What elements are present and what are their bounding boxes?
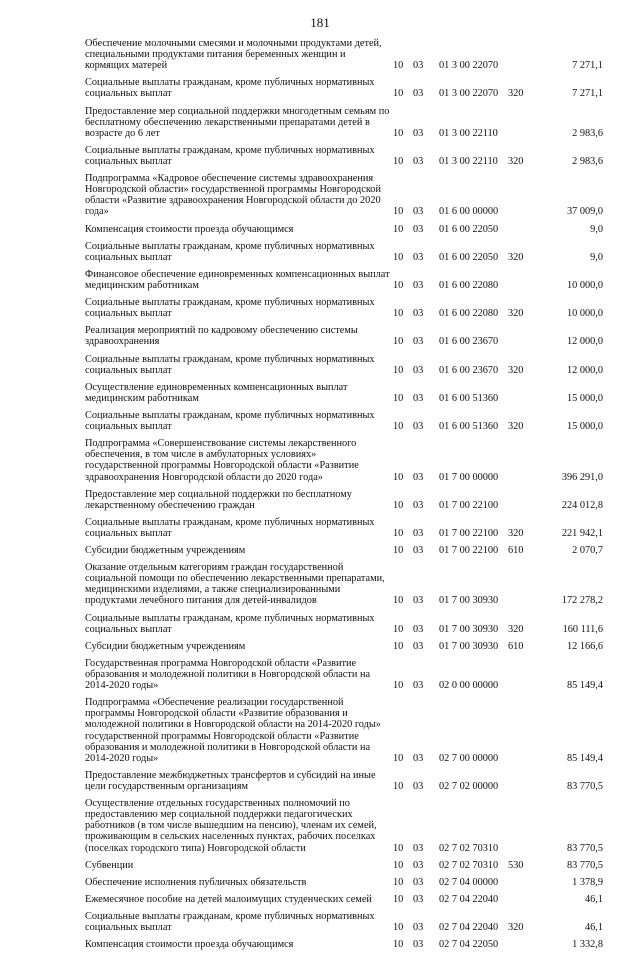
row-name: Социальные выплаты гражданам, кроме публичных нормативных социальных выплат <box>85 409 375 433</box>
table-row <box>85 860 603 871</box>
target-item-code: 01 7 00 30930 <box>439 640 499 652</box>
amount: 12 000,0 <box>566 364 603 376</box>
amount: 15 000,0 <box>566 392 603 404</box>
amount: 12 166,6 <box>566 640 603 652</box>
subsection-code: 03 <box>413 251 424 263</box>
row-name: Социальные выплаты гражданам, кроме публичных нормативных социальных выплат <box>85 77 375 100</box>
amount: 85 149,4 <box>566 680 603 692</box>
target-item-code: 01 6 00 23670 <box>439 336 499 348</box>
table-row <box>85 325 603 347</box>
subsection-code: 03 <box>413 88 424 100</box>
row-name: Компенсация стоимости проезда обучающимся <box>85 223 294 235</box>
section-code: 10 <box>393 876 404 888</box>
expense-type-code: 320 <box>508 421 524 433</box>
target-item-code: 01 7 00 22100 <box>439 499 499 511</box>
amount: 1 332,8 <box>572 939 603 951</box>
target-item-code: 01 7 00 00000 <box>439 471 499 483</box>
amount: 83 770,5 <box>566 781 603 793</box>
row-name: Подпрограмма «Обеспечение реализации государственной программы Новгородской области «Развитие образования и молодежной политики в Новгородской области на 2014-2020 годы» государственной программы Новгородской области «Развитие образования и молодежной политики в Новгородской области на 2014-2020 годы» <box>85 697 381 764</box>
table-row <box>85 297 603 319</box>
expense-type-code: 610 <box>508 640 524 652</box>
section-code: 10 <box>393 752 404 764</box>
row-name: Социальные выплаты гражданам, кроме публичных нормативных социальных выплат <box>85 144 375 167</box>
row-name: Подпрограмма «Кадровое обеспечение системы здравоохранения Новгородской области» государственной программы Новгородской области «Развитие здравоохранения Новгородской области до 2020 года» <box>85 173 381 218</box>
subsection-code: 03 <box>413 499 424 511</box>
target-item-code: 02 7 02 00000 <box>439 781 499 793</box>
section-code: 10 <box>393 922 404 934</box>
section-code: 10 <box>393 471 404 483</box>
amount: 7 271,1 <box>572 88 603 100</box>
subsection-code: 03 <box>413 308 424 320</box>
row-name: Реализация мероприятий по кадровому обеспечению системы здравоохранения <box>85 325 358 348</box>
expense-type-code: 320 <box>508 88 524 100</box>
target-item-code: 02 7 04 00000 <box>439 876 499 888</box>
subsection-code: 03 <box>413 939 424 951</box>
target-item-code: 01 3 00 22110 <box>439 155 498 167</box>
row-name: Государственная программа Новгородской области «Развитие образования и молодежной политики в Новгородской области на 2014-2020 годы» <box>85 657 371 692</box>
page-number: 181 <box>310 15 330 30</box>
row-name: Обеспечение молочными смесями и молочными продуктами детей, специальными продуктами питания беременных женщин и кормящих матерей <box>85 38 382 72</box>
section-code: 10 <box>393 251 404 263</box>
row-name: Компенсация стоимости проезда обучающимся <box>85 939 294 951</box>
table-row <box>85 241 603 263</box>
section-code: 10 <box>393 336 404 348</box>
subsection-code: 03 <box>413 752 424 764</box>
amount: 7 271,1 <box>572 60 603 72</box>
expense-type-code: 320 <box>508 251 524 263</box>
table-row <box>85 658 603 691</box>
section-code: 10 <box>393 206 404 218</box>
subsection-code: 03 <box>413 781 424 793</box>
amount: 10 000,0 <box>566 279 603 291</box>
target-item-code: 01 7 00 22100 <box>439 545 499 557</box>
target-item-code: 01 7 00 30930 <box>439 595 499 607</box>
row-name: Предоставление мер социальной поддержки по бесплатному лекарственному обеспечению граждан <box>85 488 352 511</box>
target-item-code: 01 6 00 51360 <box>439 421 499 433</box>
section-code: 10 <box>393 842 404 854</box>
amount: 10 000,0 <box>566 308 603 320</box>
subsection-code: 03 <box>413 223 424 235</box>
section-code: 10 <box>393 545 404 557</box>
section-code: 10 <box>393 392 404 404</box>
target-item-code: 02 0 00 00000 <box>439 680 499 692</box>
amount: 160 111,6 <box>562 623 603 635</box>
row-name: Социальные выплаты гражданам, кроме публичных нормативных социальных выплат <box>85 911 375 934</box>
row-codes <box>390 206 603 218</box>
row-codes <box>390 364 603 376</box>
table-row <box>85 798 603 854</box>
table-row <box>85 410 603 432</box>
subsection-code: 03 <box>413 527 424 539</box>
table-row <box>85 382 603 404</box>
table-row <box>85 224 603 235</box>
table-row <box>85 106 603 139</box>
row-name: Финансовое обеспечение единовременных компенсационных выплат медицинским работникам <box>85 268 390 291</box>
table-row <box>85 911 603 933</box>
target-item-code: 01 7 00 22100 <box>439 527 499 539</box>
row-codes <box>390 780 603 792</box>
row-codes <box>390 279 603 291</box>
subsection-code: 03 <box>413 206 424 218</box>
expense-type-code: 530 <box>508 859 524 871</box>
table-row <box>85 173 603 217</box>
subsection-code: 03 <box>413 859 424 871</box>
expense-type-code: 320 <box>508 308 524 320</box>
row-name: Социальные выплаты гражданам, кроме публичных нормативных социальных выплат <box>85 612 375 635</box>
row-codes <box>390 859 603 871</box>
row-codes <box>390 640 603 652</box>
row-codes <box>390 59 603 71</box>
row-codes <box>390 623 603 635</box>
row-name: Субсидии бюджетным учреждениям <box>85 640 246 652</box>
subsection-code: 03 <box>413 421 424 433</box>
row-codes <box>390 876 603 888</box>
row-codes <box>390 544 603 556</box>
target-item-code: 02 7 00 00000 <box>439 752 499 764</box>
row-codes <box>390 88 603 100</box>
row-codes <box>390 307 603 319</box>
target-item-code: 01 6 00 22050 <box>439 223 499 235</box>
row-name: Осуществление единовременных компенсационных выплат медицинским работникам <box>85 381 348 404</box>
amount: 396 291,0 <box>561 471 603 483</box>
row-codes <box>390 893 603 905</box>
amount: 85 149,4 <box>566 752 603 764</box>
amount: 9,0 <box>590 251 603 263</box>
section-code: 10 <box>393 680 404 692</box>
subsection-code: 03 <box>413 680 424 692</box>
subsection-code: 03 <box>413 893 424 905</box>
target-item-code: 02 7 04 22040 <box>439 893 499 905</box>
row-name: Оказание отдельным категориям граждан государственной социальной помощи по обеспечению лекарственными препаратами, медицинскими изделиями, а также специализированными продуктами лечебного питания для детей-инвалидов <box>85 562 385 607</box>
row-codes <box>390 595 603 607</box>
table-row <box>85 438 603 482</box>
table-row <box>85 38 603 71</box>
row-codes <box>390 921 603 933</box>
amount: 12 000,0 <box>566 336 603 348</box>
row-name: Субсидии бюджетным учреждениям <box>85 545 246 557</box>
expense-type-code: 320 <box>508 527 524 539</box>
subsection-code: 03 <box>413 279 424 291</box>
row-codes <box>390 127 603 139</box>
subsection-code: 03 <box>413 127 424 139</box>
target-item-code: 02 7 02 70310 <box>439 842 499 854</box>
table-row <box>85 77 603 99</box>
subsection-code: 03 <box>413 60 424 72</box>
amount: 9,0 <box>590 223 603 235</box>
row-name: Социальные выплаты гражданам, кроме публичных нормативных социальных выплат <box>85 516 375 539</box>
row-name: Социальные выплаты гражданам, кроме публичных нормативных социальных выплат <box>85 240 375 263</box>
section-code: 10 <box>393 127 404 139</box>
section-code: 10 <box>393 939 404 951</box>
expense-type-code: 320 <box>508 155 524 167</box>
section-code: 10 <box>393 155 404 167</box>
row-name: Подпрограмма «Совершенствование системы лекарственного обеспечения, в том числе в амбулаторных условиях» государственной программы Новгородской области «Развитие здравоохранения Новгородской области до 2020 года» <box>85 438 359 483</box>
target-item-code: 01 6 00 51360 <box>439 392 499 404</box>
row-codes <box>390 420 603 432</box>
section-code: 10 <box>393 499 404 511</box>
table-row <box>85 517 603 539</box>
row-name: Социальные выплаты гражданам, кроме публичных нормативных социальных выплат <box>85 297 375 320</box>
amount: 15 000,0 <box>566 421 603 433</box>
row-codes <box>390 155 603 167</box>
subsection-code: 03 <box>413 155 424 167</box>
subsection-code: 03 <box>413 842 424 854</box>
table-row <box>85 641 603 652</box>
section-code: 10 <box>393 623 404 635</box>
table-row <box>85 489 603 511</box>
row-codes <box>390 752 603 764</box>
table-row <box>85 269 603 291</box>
target-item-code: 02 7 02 70310 <box>439 859 499 871</box>
row-codes <box>390 251 603 263</box>
section-code: 10 <box>393 893 404 905</box>
target-item-code: 01 3 00 22110 <box>439 127 498 139</box>
subsection-code: 03 <box>413 876 424 888</box>
section-code: 10 <box>393 279 404 291</box>
row-codes <box>390 679 603 691</box>
subsection-code: 03 <box>413 922 424 934</box>
row-codes <box>390 223 603 235</box>
row-codes <box>390 392 603 404</box>
amount: 83 770,5 <box>566 859 603 871</box>
section-code: 10 <box>393 60 404 72</box>
row-name: Субвенции <box>85 859 134 871</box>
subsection-code: 03 <box>413 545 424 557</box>
subsection-code: 03 <box>413 392 424 404</box>
amount: 2 983,6 <box>572 155 603 167</box>
target-item-code: 02 7 04 22040 <box>439 922 499 934</box>
section-code: 10 <box>393 308 404 320</box>
section-code: 10 <box>393 364 404 376</box>
expense-type-code: 320 <box>508 364 524 376</box>
target-item-code: 01 6 00 23670 <box>439 364 499 376</box>
section-code: 10 <box>393 88 404 100</box>
target-item-code: 02 7 04 22050 <box>439 939 499 951</box>
section-code: 10 <box>393 223 404 235</box>
amount: 172 278,2 <box>561 595 603 607</box>
table-row <box>85 562 603 606</box>
row-name: Ежемесячное пособие на детей малоимущих студенческих семей <box>85 893 372 905</box>
target-item-code: 01 3 00 22070 <box>439 88 499 100</box>
amount: 1 378,9 <box>572 876 603 888</box>
target-item-code: 01 7 00 30930 <box>439 623 499 635</box>
section-code: 10 <box>393 595 404 607</box>
table-row <box>85 877 603 888</box>
section-code: 10 <box>393 859 404 871</box>
subsection-code: 03 <box>413 364 424 376</box>
row-name: Предоставление мер социальной поддержки многодетным семьям по бесплатному обеспечению лекарственными препаратами детей в возрасте до 6 лет <box>85 105 390 139</box>
subsection-code: 03 <box>413 623 424 635</box>
target-item-code: 01 6 00 22050 <box>439 251 499 263</box>
row-name: Осуществление отдельных государственных полномочий по предоставлению мер социальной поддержки педагогических работников (в том числе вышедшим на пенсию), членам их семей, проживающим в сельских населенных пунктах, рабочих поселках (поселках городского типа) Новгородской области <box>85 798 377 854</box>
subsection-code: 03 <box>413 640 424 652</box>
amount: 224 012,8 <box>561 499 603 511</box>
row-codes <box>390 527 603 539</box>
expense-type-code: 320 <box>508 623 524 635</box>
row-name: Обеспечение исполнения публичных обязательств <box>85 876 307 888</box>
row-codes <box>390 336 603 348</box>
table-row <box>85 545 603 556</box>
section-code: 10 <box>393 781 404 793</box>
amount: 2 070,7 <box>572 545 603 557</box>
target-item-code: 01 6 00 22080 <box>439 279 499 291</box>
row-codes <box>390 842 603 854</box>
target-item-code: 01 6 00 00000 <box>439 206 499 218</box>
target-item-code: 01 6 00 22080 <box>439 308 499 320</box>
budget-table <box>85 38 603 956</box>
amount: 221 942,1 <box>561 527 603 539</box>
row-codes <box>390 938 603 950</box>
row-name: Предоставление межбюджетных трансфертов и субсидий на иные цели государственным организациям <box>85 769 376 793</box>
expense-type-code: 610 <box>508 545 524 557</box>
table-row <box>85 697 603 764</box>
subsection-code: 03 <box>413 595 424 607</box>
section-code: 10 <box>393 527 404 539</box>
row-codes <box>390 471 603 483</box>
subsection-code: 03 <box>413 336 424 348</box>
table-row <box>85 354 603 376</box>
amount: 37 009,0 <box>566 206 603 218</box>
row-name: Социальные выплаты гражданам, кроме публичных нормативных социальных выплат <box>85 353 375 376</box>
amount: 46,1 <box>584 922 603 934</box>
amount: 46,1 <box>584 893 603 905</box>
section-code: 10 <box>393 421 404 433</box>
subsection-code: 03 <box>413 471 424 483</box>
table-row <box>85 894 603 905</box>
table-row <box>85 613 603 635</box>
table-row <box>85 770 603 792</box>
amount: 83 770,5 <box>566 842 603 854</box>
section-code: 10 <box>393 640 404 652</box>
amount: 2 983,6 <box>572 127 603 139</box>
target-item-code: 01 3 00 22070 <box>439 60 499 72</box>
row-codes <box>390 499 603 511</box>
table-row <box>85 145 603 167</box>
expense-type-code: 320 <box>508 922 524 934</box>
table-row <box>85 939 603 950</box>
